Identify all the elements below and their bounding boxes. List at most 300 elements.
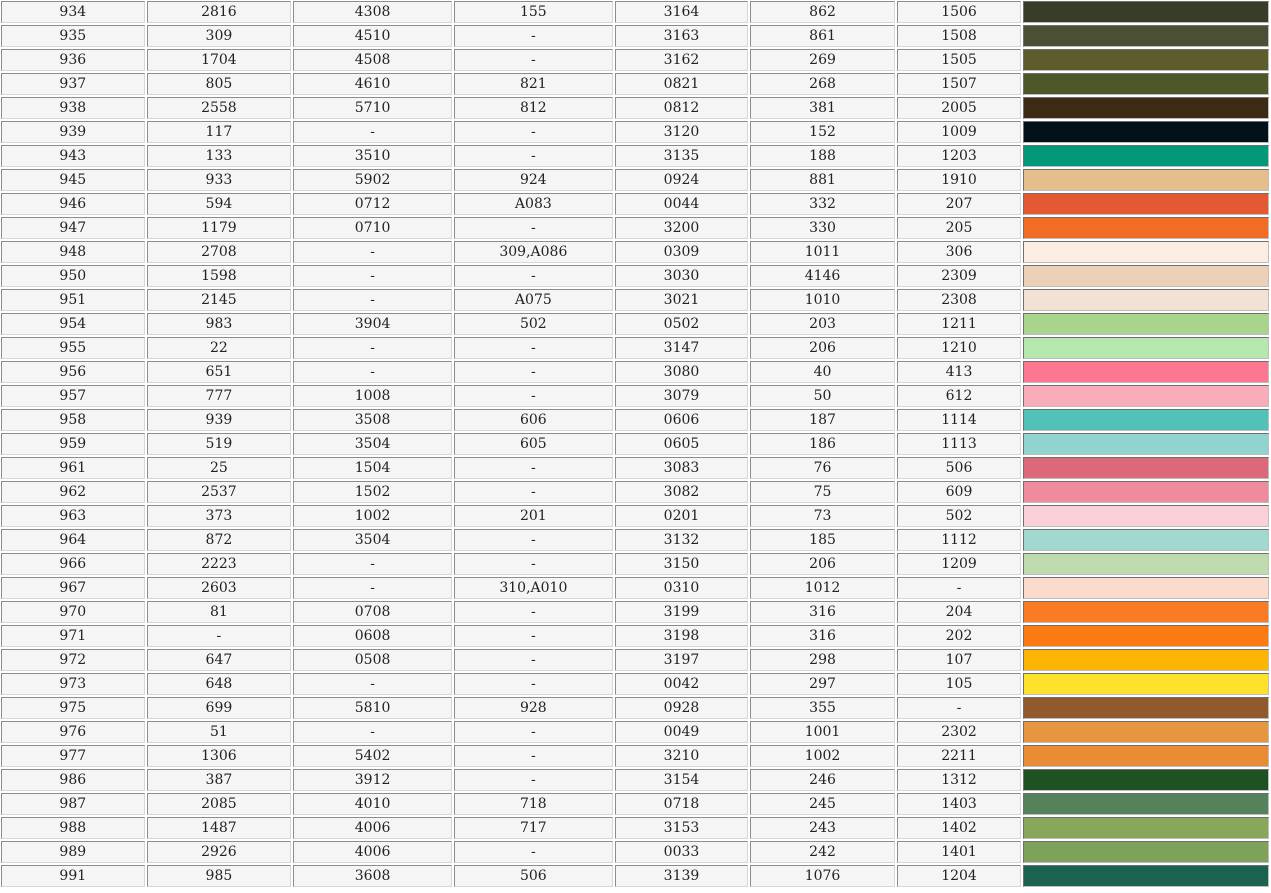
table-cell-code-col-3: 1008 [293, 385, 452, 407]
table-row [1, 361, 1269, 383]
table-cell-code-col-5: 3079 [615, 385, 748, 407]
table-cell-code-col-6: 187 [750, 409, 895, 431]
table-row [1, 25, 1269, 47]
table-cell-code-col-6: 268 [750, 73, 895, 95]
table-cell-code-col-4: - [454, 625, 613, 647]
table-cell-code-col-7: 105 [897, 673, 1021, 695]
table-cell-code-col-4: - [454, 337, 613, 359]
table-cell-code-col-5: 3198 [615, 625, 748, 647]
table-row [1, 433, 1269, 455]
table-cell-code-col-1: 938 [1, 97, 145, 119]
table-cell-code-col-7: 1507 [897, 73, 1021, 95]
table-row [1, 553, 1269, 575]
table-cell-code-col-3: 4308 [293, 1, 452, 23]
table-cell-code-col-6: 862 [750, 1, 895, 23]
table-cell-code-col-7: 1211 [897, 313, 1021, 335]
color-swatch [1023, 505, 1269, 527]
table-cell-code-col-4: - [454, 145, 613, 167]
table-cell-code-col-4: - [454, 49, 613, 71]
table-cell-code-col-7: 1209 [897, 553, 1021, 575]
table-cell-code-col-1: 988 [1, 817, 145, 839]
table-cell-code-col-7: 1312 [897, 769, 1021, 791]
table-cell-code-col-6: 242 [750, 841, 895, 863]
table-cell-code-col-4: 606 [454, 409, 613, 431]
color-swatch [1023, 481, 1269, 503]
table-cell-code-col-1: 971 [1, 625, 145, 647]
table-cell-code-col-2: 648 [147, 673, 292, 695]
table-cell-code-col-5: 3080 [615, 361, 748, 383]
table-cell-code-col-1: 972 [1, 649, 145, 671]
color-swatch [1023, 457, 1269, 479]
table-cell-code-col-7: 1113 [897, 433, 1021, 455]
table-cell-code-col-5: 3021 [615, 289, 748, 311]
table-cell-code-col-6: 75 [750, 481, 895, 503]
table-cell-code-col-5: 0928 [615, 697, 748, 719]
table-cell-code-col-3: 5402 [293, 745, 452, 767]
table-cell-code-col-7: 107 [897, 649, 1021, 671]
table-cell-code-col-1: 957 [1, 385, 145, 407]
table-cell-code-col-4: - [454, 529, 613, 551]
table-cell-code-col-7: 1506 [897, 1, 1021, 23]
table-row [1, 673, 1269, 695]
table-cell-code-col-4: - [454, 769, 613, 791]
table-cell-code-col-6: 206 [750, 553, 895, 575]
table-row [1, 49, 1269, 71]
color-swatch [1023, 745, 1269, 767]
table-cell-code-col-6: 73 [750, 505, 895, 527]
table-cell-code-col-1: 977 [1, 745, 145, 767]
table-row [1, 793, 1269, 815]
table-cell-code-col-7: 1210 [897, 337, 1021, 359]
table-cell-code-col-5: 3120 [615, 121, 748, 143]
table-cell-code-col-5: 3197 [615, 649, 748, 671]
color-swatch [1023, 673, 1269, 695]
table-cell-code-col-6: 330 [750, 217, 895, 239]
color-swatch [1023, 1, 1269, 23]
table-cell-code-col-6: 332 [750, 193, 895, 215]
color-swatch [1023, 169, 1269, 191]
table-cell-code-col-3: - [293, 289, 452, 311]
table-cell-code-col-3: 3508 [293, 409, 452, 431]
table-cell-code-col-3: 3912 [293, 769, 452, 791]
table-cell-code-col-4: 928 [454, 697, 613, 719]
table-cell-code-col-6: 203 [750, 313, 895, 335]
color-swatch [1023, 241, 1269, 263]
table-cell-code-col-4: - [454, 481, 613, 503]
color-swatch [1023, 697, 1269, 719]
table-cell-code-col-7: 1508 [897, 25, 1021, 47]
table-cell-code-col-3: - [293, 241, 452, 263]
table-cell-code-col-6: 1002 [750, 745, 895, 767]
table-cell-code-col-6: 1011 [750, 241, 895, 263]
table-cell-code-col-5: 3210 [615, 745, 748, 767]
color-swatch [1023, 409, 1269, 431]
table-cell-code-col-3: 3608 [293, 865, 452, 887]
table-cell-code-col-5: 0718 [615, 793, 748, 815]
table-cell-code-col-2: 2603 [147, 577, 292, 599]
table-cell-code-col-4: - [454, 673, 613, 695]
table-cell-code-col-5: 3163 [615, 25, 748, 47]
table-cell-code-col-5: 3164 [615, 1, 748, 23]
table-cell-code-col-1: 934 [1, 1, 145, 23]
table-cell-code-col-6: 316 [750, 625, 895, 647]
table-cell-code-col-6: 185 [750, 529, 895, 551]
table-cell-code-col-1: 973 [1, 673, 145, 695]
table-cell-code-col-6: 355 [750, 697, 895, 719]
table-cell-code-col-6: 269 [750, 49, 895, 71]
table-cell-code-col-7: 2309 [897, 265, 1021, 287]
table-cell-code-col-3: 0710 [293, 217, 452, 239]
table-cell-code-col-6: 40 [750, 361, 895, 383]
table-row [1, 745, 1269, 767]
table-cell-code-col-5: 3162 [615, 49, 748, 71]
table-cell-code-col-5: 3135 [615, 145, 748, 167]
table-cell-code-col-2: 651 [147, 361, 292, 383]
table-cell-code-col-6: 188 [750, 145, 895, 167]
table-cell-code-col-5: 0502 [615, 313, 748, 335]
table-cell-code-col-3: 0708 [293, 601, 452, 623]
table-cell-code-col-4: 309,A086 [454, 241, 613, 263]
table-cell-code-col-5: 0821 [615, 73, 748, 95]
table-cell-code-col-7: 1009 [897, 121, 1021, 143]
table-cell-code-col-5: 0042 [615, 673, 748, 695]
color-swatch [1023, 433, 1269, 455]
table-cell-code-col-2: 2085 [147, 793, 292, 815]
table-cell-code-col-2: 81 [147, 601, 292, 623]
table-row [1, 337, 1269, 359]
table-cell-code-col-7: 1910 [897, 169, 1021, 191]
table-cell-code-col-1: 958 [1, 409, 145, 431]
table-cell-code-col-2: 2537 [147, 481, 292, 503]
table-cell-code-col-6: 316 [750, 601, 895, 623]
table-cell-code-col-1: 950 [1, 265, 145, 287]
table-cell-code-col-5: 0310 [615, 577, 748, 599]
table-cell-code-col-5: 0044 [615, 193, 748, 215]
table-cell-code-col-4: A075 [454, 289, 613, 311]
table-cell-code-col-7: 204 [897, 601, 1021, 623]
table-cell-code-col-6: 861 [750, 25, 895, 47]
table-cell-code-col-1: 954 [1, 313, 145, 335]
table-cell-code-col-6: 1012 [750, 577, 895, 599]
color-swatch [1023, 313, 1269, 335]
table-cell-code-col-1: 937 [1, 73, 145, 95]
color-swatch [1023, 841, 1269, 863]
color-swatch [1023, 289, 1269, 311]
table-cell-code-col-6: 76 [750, 457, 895, 479]
color-swatch [1023, 25, 1269, 47]
table-cell-code-col-2: 985 [147, 865, 292, 887]
color-swatch [1023, 553, 1269, 575]
table-row [1, 145, 1269, 167]
table-row [1, 625, 1269, 647]
table-row [1, 649, 1269, 671]
table-cell-code-col-6: 245 [750, 793, 895, 815]
table-cell-code-col-7: 506 [897, 457, 1021, 479]
table-cell-code-col-2: 309 [147, 25, 292, 47]
table-cell-code-col-5: 0033 [615, 841, 748, 863]
table-cell-code-col-7: 1402 [897, 817, 1021, 839]
table-cell-code-col-2: 2558 [147, 97, 292, 119]
table-row [1, 457, 1269, 479]
table-row [1, 313, 1269, 335]
table-cell-code-col-1: 987 [1, 793, 145, 815]
table-cell-code-col-6: 246 [750, 769, 895, 791]
table-cell-code-col-1: 986 [1, 769, 145, 791]
table-row [1, 601, 1269, 623]
table-cell-code-col-3: - [293, 361, 452, 383]
table-cell-code-col-1: 947 [1, 217, 145, 239]
color-swatch [1023, 577, 1269, 599]
table-cell-code-col-2: 51 [147, 721, 292, 743]
table-cell-code-col-2: 2223 [147, 553, 292, 575]
table-cell-code-col-2: 939 [147, 409, 292, 431]
table-row [1, 505, 1269, 527]
color-swatch [1023, 529, 1269, 551]
table-cell-code-col-1: 991 [1, 865, 145, 887]
color-swatch [1023, 265, 1269, 287]
table-cell-code-col-5: 0812 [615, 97, 748, 119]
table-cell-code-col-7: 1114 [897, 409, 1021, 431]
table-row [1, 169, 1269, 191]
table-row [1, 121, 1269, 143]
table-cell-code-col-1: 976 [1, 721, 145, 743]
table-cell-code-col-2: - [147, 625, 292, 647]
table-cell-code-col-1: 970 [1, 601, 145, 623]
table-cell-code-col-4: - [454, 457, 613, 479]
table-cell-code-col-5: 0605 [615, 433, 748, 455]
table-cell-code-col-6: 186 [750, 433, 895, 455]
table-cell-code-col-7: 1204 [897, 865, 1021, 887]
table-cell-code-col-3: 4006 [293, 841, 452, 863]
table-cell-code-col-1: 955 [1, 337, 145, 359]
table-cell-code-col-4: - [454, 553, 613, 575]
table-cell-code-col-3: - [293, 577, 452, 599]
table-cell-code-col-2: 805 [147, 73, 292, 95]
table-cell-code-col-7: 2308 [897, 289, 1021, 311]
table-cell-code-col-1: 959 [1, 433, 145, 455]
table-cell-code-col-5: 3200 [615, 217, 748, 239]
color-swatch [1023, 337, 1269, 359]
table-row [1, 241, 1269, 263]
table-cell-code-col-4: - [454, 841, 613, 863]
table-cell-code-col-5: 3139 [615, 865, 748, 887]
table-cell-code-col-4: 924 [454, 169, 613, 191]
table-cell-code-col-7: 609 [897, 481, 1021, 503]
table-cell-code-col-7: - [897, 577, 1021, 599]
color-swatch [1023, 217, 1269, 239]
table-row [1, 697, 1269, 719]
table-cell-code-col-4: - [454, 121, 613, 143]
table-cell-code-col-4: - [454, 361, 613, 383]
table-cell-code-col-2: 1306 [147, 745, 292, 767]
table-cell-code-col-3: - [293, 265, 452, 287]
table-cell-code-col-3: 3904 [293, 313, 452, 335]
table-cell-code-col-3: 5902 [293, 169, 452, 191]
color-swatch [1023, 769, 1269, 791]
table-cell-code-col-4: A083 [454, 193, 613, 215]
table-cell-code-col-7: 2211 [897, 745, 1021, 767]
table-cell-code-col-6: 1076 [750, 865, 895, 887]
table-cell-code-col-7: 205 [897, 217, 1021, 239]
color-swatch [1023, 97, 1269, 119]
table-cell-code-col-1: 943 [1, 145, 145, 167]
table-cell-code-col-4: 717 [454, 817, 613, 839]
table-cell-code-col-6: 1001 [750, 721, 895, 743]
table-cell-code-col-4: 155 [454, 1, 613, 23]
table-row [1, 265, 1269, 287]
table-cell-code-col-6: 206 [750, 337, 895, 359]
table-row [1, 73, 1269, 95]
table-cell-code-col-4: - [454, 217, 613, 239]
table-cell-code-col-5: 3154 [615, 769, 748, 791]
table-cell-code-col-2: 519 [147, 433, 292, 455]
table-cell-code-col-4: 506 [454, 865, 613, 887]
table-cell-code-col-6: 1010 [750, 289, 895, 311]
table-cell-code-col-3: 1002 [293, 505, 452, 527]
table-cell-code-col-3: 4508 [293, 49, 452, 71]
color-swatch [1023, 817, 1269, 839]
table-cell-code-col-1: 936 [1, 49, 145, 71]
table-cell-code-col-4: 605 [454, 433, 613, 455]
color-swatch [1023, 721, 1269, 743]
table-cell-code-col-3: 1502 [293, 481, 452, 503]
table-cell-code-col-2: 373 [147, 505, 292, 527]
table-cell-code-col-2: 2145 [147, 289, 292, 311]
table-cell-code-col-2: 1487 [147, 817, 292, 839]
table-cell-code-col-3: 3504 [293, 433, 452, 455]
table-cell-code-col-1: 939 [1, 121, 145, 143]
table-cell-code-col-4: 821 [454, 73, 613, 95]
table-cell-code-col-6: 381 [750, 97, 895, 119]
table-cell-code-col-2: 594 [147, 193, 292, 215]
table-cell-code-col-5: 3150 [615, 553, 748, 575]
table-cell-code-col-1: 946 [1, 193, 145, 215]
table-cell-code-col-2: 2708 [147, 241, 292, 263]
table-cell-code-col-5: 0309 [615, 241, 748, 263]
table-body [1, 1, 1269, 887]
table-cell-code-col-3: - [293, 337, 452, 359]
table-row [1, 529, 1269, 551]
table-row [1, 769, 1269, 791]
color-swatch [1023, 145, 1269, 167]
table-cell-code-col-7: 1401 [897, 841, 1021, 863]
table-cell-code-col-5: 3153 [615, 817, 748, 839]
table-cell-code-col-3: 4510 [293, 25, 452, 47]
table-cell-code-col-2: 1704 [147, 49, 292, 71]
table-cell-code-col-7: 1505 [897, 49, 1021, 71]
table-row [1, 385, 1269, 407]
table-cell-code-col-5: 3132 [615, 529, 748, 551]
table-cell-code-col-6: 298 [750, 649, 895, 671]
table-cell-code-col-1: 966 [1, 553, 145, 575]
table-cell-code-col-1: 945 [1, 169, 145, 191]
table-cell-code-col-5: 3199 [615, 601, 748, 623]
table-cell-code-col-2: 2926 [147, 841, 292, 863]
table-row [1, 721, 1269, 743]
table-cell-code-col-4: 502 [454, 313, 613, 335]
color-swatch [1023, 73, 1269, 95]
table-row [1, 817, 1269, 839]
table-cell-code-col-4: 201 [454, 505, 613, 527]
table-cell-code-col-7: - [897, 697, 1021, 719]
table-cell-code-col-6: 50 [750, 385, 895, 407]
table-cell-code-col-2: 117 [147, 121, 292, 143]
table-cell-code-col-3: 0608 [293, 625, 452, 647]
table-cell-code-col-3: 3504 [293, 529, 452, 551]
table-cell-code-col-1: 961 [1, 457, 145, 479]
color-swatch [1023, 625, 1269, 647]
table-cell-code-col-2: 2816 [147, 1, 292, 23]
table-cell-code-col-7: 207 [897, 193, 1021, 215]
table-cell-code-col-7: 1403 [897, 793, 1021, 815]
table-cell-code-col-1: 951 [1, 289, 145, 311]
table-row [1, 577, 1269, 599]
table-cell-code-col-7: 1203 [897, 145, 1021, 167]
table-cell-code-col-3: 4010 [293, 793, 452, 815]
table-cell-code-col-4: - [454, 649, 613, 671]
table-cell-code-col-7: 502 [897, 505, 1021, 527]
table-cell-code-col-1: 967 [1, 577, 145, 599]
table-cell-code-col-1: 989 [1, 841, 145, 863]
table-cell-code-col-2: 647 [147, 649, 292, 671]
table-cell-code-col-3: 1504 [293, 457, 452, 479]
table-cell-code-col-4: 310,A010 [454, 577, 613, 599]
table-cell-code-col-7: 202 [897, 625, 1021, 647]
table-cell-code-col-2: 22 [147, 337, 292, 359]
table-row [1, 409, 1269, 431]
table-cell-code-col-2: 387 [147, 769, 292, 791]
table-cell-code-col-5: 0201 [615, 505, 748, 527]
table-row [1, 193, 1269, 215]
table-cell-code-col-7: 2302 [897, 721, 1021, 743]
table-cell-code-col-3: 5810 [293, 697, 452, 719]
color-swatch [1023, 49, 1269, 71]
color-swatch [1023, 865, 1269, 887]
table-cell-code-col-7: 413 [897, 361, 1021, 383]
table-cell-code-col-5: 0606 [615, 409, 748, 431]
table-cell-code-col-3: 4610 [293, 73, 452, 95]
table-cell-code-col-2: 699 [147, 697, 292, 719]
table-cell-code-col-3: - [293, 553, 452, 575]
table-cell-code-col-7: 1112 [897, 529, 1021, 551]
table-cell-code-col-2: 983 [147, 313, 292, 335]
table-cell-code-col-3: - [293, 673, 452, 695]
table-cell-code-col-5: 3082 [615, 481, 748, 503]
table-cell-code-col-3: 5710 [293, 97, 452, 119]
table-cell-code-col-4: - [454, 265, 613, 287]
color-swatch [1023, 601, 1269, 623]
color-swatch [1023, 385, 1269, 407]
table-row [1, 1, 1269, 23]
table-cell-code-col-6: 152 [750, 121, 895, 143]
table-cell-code-col-6: 881 [750, 169, 895, 191]
table-cell-code-col-7: 612 [897, 385, 1021, 407]
table-cell-code-col-1: 935 [1, 25, 145, 47]
table-cell-code-col-5: 0924 [615, 169, 748, 191]
table-cell-code-col-1: 975 [1, 697, 145, 719]
table-cell-code-col-1: 956 [1, 361, 145, 383]
table-cell-code-col-5: 0049 [615, 721, 748, 743]
table-cell-code-col-3: 0508 [293, 649, 452, 671]
table-cell-code-col-2: 25 [147, 457, 292, 479]
table-cell-code-col-1: 962 [1, 481, 145, 503]
table-cell-code-col-5: 3147 [615, 337, 748, 359]
table-cell-code-col-4: - [454, 25, 613, 47]
table-cell-code-col-6: 4146 [750, 265, 895, 287]
table-row [1, 217, 1269, 239]
table-cell-code-col-3: - [293, 721, 452, 743]
table-cell-code-col-2: 777 [147, 385, 292, 407]
